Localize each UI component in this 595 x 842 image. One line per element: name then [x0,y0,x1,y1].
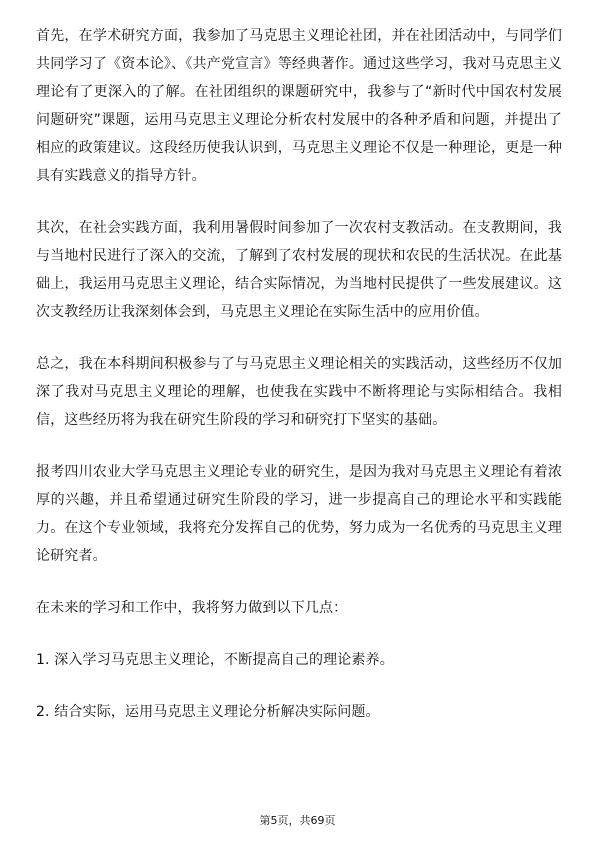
paragraph-social-practice: 其次，在社会实践方面，我利用暑假时间参加了一次农村支教活动。在支教期间，我与当地村民进行了深入的交流，了解到了农村发展的现状和农民的生活状况。在此基础上，我运用马克思主义理论，结合实际情况，为当地村民提供了一些发展建议。这次支教经历让我深刻体会到，马克思主义理论在实际生活中的应用价值。 [36,220,562,320]
list-item-2: 2. 结合实际，运用马克思主义理论分析解决实际问题。 [36,704,380,720]
list-item-1: 1. 深入学习马克思主义理论，不断提高自己的理论素养。 [36,652,394,668]
paragraph-summary: 总之，我在本科期间积极参与了与马克思主义理论相关的实践活动，这些经历不仅加深了我对马克思主义理论的理解，也使我在实践中不断将理论与实际相结合。我相信，这些经历将为我在研究生阶段的学习和研究打下坚实的基础。 [36,356,562,428]
paragraph-academic-research: 首先，在学术研究方面，我参加了马克思主义理论社团，并在社团活动中，与同学们共同学习了《资本论》、《共产党宣言》等经典著作。通过这些学习，我对马克思主义理论有了更深入的了解。在社团组织的课题研究中，我参与了“新时代中国农村发展问题研究”课题，运用马克思主义理论分析农村发展中的各种矛盾和问题，并提出了相应的政策建议。这段经历使我认识到，马克思主义理论不仅是一种理论，更是一种具有实践意义的指导方针。 [36,28,562,184]
document-body [36,22,562,726]
paragraph-application-reason: 报考四川农业大学马克思主义理论专业的研究生，是因为我对马克思主义理论有着浓厚的兴趣，并且希望通过研究生阶段的学习，进一步提高自己的理论水平和实践能力。在这个专业领域，我将充分发挥自己的优势，努力成为一名优秀的马克思主义理论研究者。 [36,464,562,564]
page-number: 第5页，共69页 [259,814,336,827]
paragraph-future-intro: 在未来的学习和工作中，我将努力做到以下几点： [36,600,348,616]
